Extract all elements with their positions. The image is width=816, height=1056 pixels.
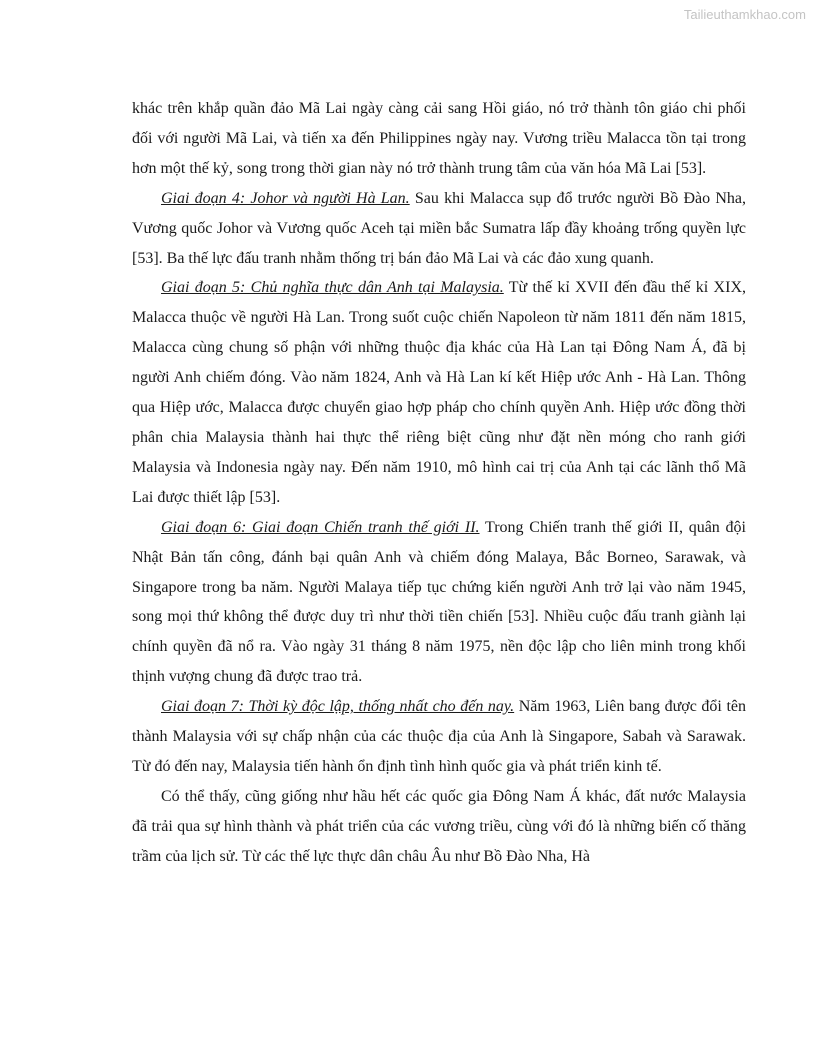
paragraph-conclusion [132, 782, 746, 872]
stage-5-heading: Giai đoạn 5: Chủ nghĩa thực dân Anh tại Malaysia. [161, 279, 504, 297]
paragraph-text: Có thể thấy, cũng giống như hầu hết các quốc gia Đông Nam Á khác, đất nước Malaysia đã trải qua sự hình thành và phát triển của các vương triều, cùng với đó là những biến cố thăng trầm của lịch sử. Từ các thế lực thực dân châu Âu như Bồ Đào Nha, Hà [132, 787, 746, 865]
paragraph-stage-6 [132, 513, 746, 692]
watermark: Tailieuthamkhao.com [683, 7, 806, 22]
paragraph-text: Năm 1963, Liên bang được đổi tên thành Malaysia với sự chấp nhận của các thuộc địa của Anh là Singapore, Sabah và Sarawak. Từ đó đến nay, Malaysia tiến hành ổn định tình hình quốc gia và phát triển kinh tế. [132, 698, 747, 775]
document-body [132, 94, 746, 872]
paragraph-text: Sau khi Malacca sụp đổ trước người Bồ Đào Nha, Vương quốc Johor và Vương quốc Aceh tại miền bắc Sumatra lấp đầy khoảng trống quyền lực [53]. Ba thế lực đấu tranh nhằm thống trị bán đảo Mã Lai và các đảo xung quanh. [132, 189, 746, 267]
paragraph-text: Trong Chiến tranh thế giới II, quân đội Nhật Bản tấn công, đánh bại quân Anh và chiếm đóng Malaya, Bắc Borneo, Sarawak, và Singapore trong ba năm. Người Malaya tiếp tục chứng kiến người Anh trở lại vào năm 1945, song mọi thứ không thể được duy trì như thời tiền chiến [53]. Nhiều cuộc đấu tranh giành lại chính quyền đã nổ ra. Vào ngày 31 tháng 8 năm 1975, nền độc lập cho liên minh trong khối thịnh vượng chung đã được trao trả. [132, 518, 746, 686]
paragraph-stage-4 [132, 184, 746, 274]
paragraph-stage-7 [132, 692, 746, 782]
stage-7-heading: Giai đoạn 7: Thời kỳ độc lập, thống nhất cho đến nay. [161, 698, 515, 716]
paragraph-stage-5 [132, 273, 746, 512]
paragraph-text: khác trên khắp quần đảo Mã Lai ngày càng cải sang Hồi giáo, nó trở thành tôn giáo chi phối đối với người Mã Lai, và tiến xa đến Philippines ngày nay. Vương triều Malacca tồn tại trong hơn một thế kỷ, song trong thời gian này nó trở thành trung tâm của văn hóa Mã Lai [53]. [132, 100, 746, 177]
paragraph-continuation [132, 94, 746, 184]
paragraph-text: Từ thế kỉ XVII đến đầu thế kỉ XIX, Malacca thuộc về người Hà Lan. Trong suốt cuộc chiến Napoleon từ năm 1811 đến năm 1815, Malacca cùng chung số phận với những thuộc địa khác của Hà Lan tại Đông Nam Á, đã bị người Anh chiếm đóng. Vào năm 1824, Anh và Hà Lan kí kết Hiệp ước Anh - Hà Lan. Thông qua Hiệp ước, Malacca được chuyển giao hợp pháp cho chính quyền Anh. Hiệp ước đồng thời phân chia Malaysia thành hai thực thể riêng biệt cũng như đặt nền móng cho ranh giới Malaysia và Indonesia ngày nay. Đến năm 1910, mô hình cai trị của Anh tại các lãnh thổ Mã Lai được thiết lập [53]. [132, 279, 746, 506]
stage-6-heading: Giai đoạn 6: Giai đoạn Chiến tranh thế giới II. [161, 518, 480, 536]
stage-4-heading: Giai đoạn 4: Johor và người Hà Lan. [161, 189, 410, 207]
